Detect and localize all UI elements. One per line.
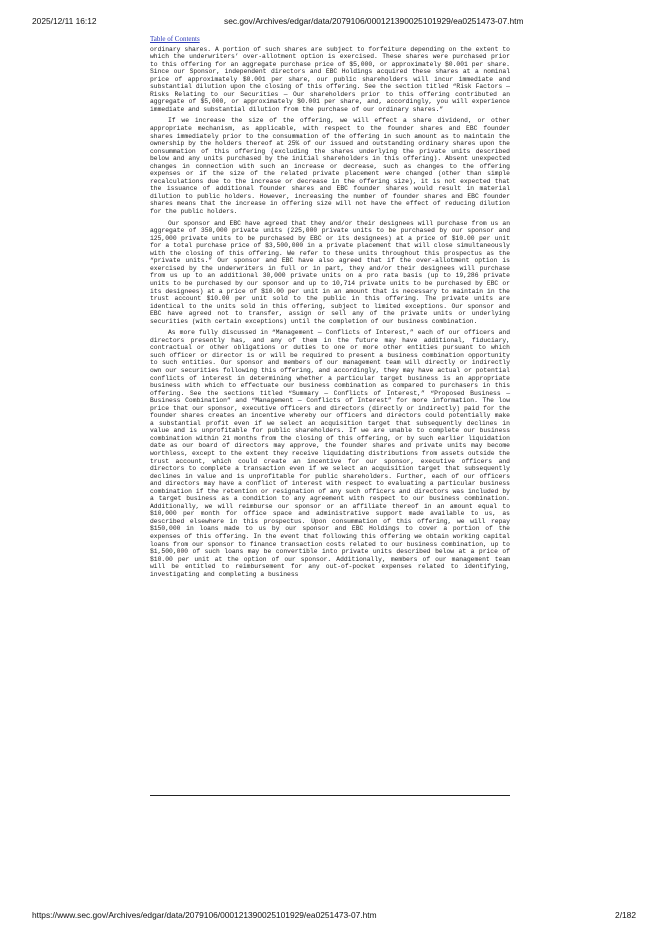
paragraph-founder-shares-dilution: ordinary shares. A portion of such shares are subject to forfeiture depending on the extent to which the underwriters’ over-allotment option is exercised. These shares were purchased prior to this offering for an aggregate purchase price of $5,000, or approximately $0.001 per share. Since our Sponsor, independent directors and EBC Holdings acquired these shares at a nominal price of approximately $0.001 per share, our public shareholders will incur immediate and substantial dilution upon the closing of this offering. See the section titled “Risk Factors — Risks Relating to our Securities — Our shareholders prior to this offering contributed an aggregate of $5,000, or approximately $0.001 per share, and, accordingly, you will experience immediate and substantial dilution from the purchase of our ordinary shares.” (150, 45, 510, 113)
print-page-count: 2/182 (615, 910, 636, 920)
print-page-title: sec.gov/Archives/edgar/data/2079106/000121390025101929/ea0251473-07.htm (224, 16, 524, 26)
document-body (150, 36, 510, 582)
paragraph-conflicts-of-interest: As more fully discussed in “Management — Conflicts of Interest,” each of our officers and directors presently has, and any of them in the future may have additional, fiduciary, contractual or other obligations or duties to one or more other entities pursuant to which such officer or director is or will be required to present a business combination opportunity to such entities. Our sponsor and members of our management team will directly or indirectly own our securities following this offering, and accordingly, they may have actual or potential conflicts of interest in determining whether a particular target business is an appropriate business with which to effectuate our business combination as compared to purchasers in this offering. See the sections titled “Summary — Conflicts of Interest,” “Proposed Business — Business Combination” and “Management — Conflicts of Interest” for more information. The low price that our sponsor, executive officers and directors (directly or indirectly) paid for the founder shares creates an incentive whereby our officers and directors could potentially make a substantial profit even if we select an acquisition target that subsequently declines in value and is unprofitable for public shareholders. If we are unable to complete our business combination within 21 months from the closing of this offering, or by such earlier liquidation date as our board of directors may approve, the founder shares and private units may become worthless, except to the extent they receive liquidating distributions from assets outside the trust account, which could create an incentive for our sponsor, executive officers and directors to complete a transaction even if we select an acquisition target that subsequently declines in value and is unprofitable for public shareholders. Further, each of our officers and directors may have a conflict of interest with respect to evaluating a particular business combination if the retention or resignation of any such officers and directors was included by a target business as a condition to any agreement with respect to our business combination. Additionally, we will reimburse our sponsor or an affiliate thereof in an amount equal to $10,000 per month for office space and administrative support made available to us, as described elsewhere in this prospectus. Upon consummation of this offering, we will repay $150,000 in loans made to us by our sponsor and EBC Holdings to cover a portion of the expenses of this offering. In the event that following this offering we obtain working capital loans from our sponsor to finance transaction costs related to our business combination, up to $1,500,000 of such loans may be convertible into private units described below at a price of $10.00 per unit at the option of our sponsor. Additionally, members of our management team will be entitled to reimbursement for any out-of-pocket expenses related to identifying, investigating and completing a business (150, 329, 510, 578)
paragraph-offering-size-increase: If we increase the size of the offering, we will effect a share dividend, or other appropriate mechanism, as applicable, with respect to the founder shares and EBC founder shares immediately prior to the consummation of the offering in such amount as to maintain the ownership by the holders thereof at 25% of our issued and outstanding ordinary shares upon the consummation of this offering (excluding the shares underlying the private units described below and any units purchased by the initial shareholders in this offering). Absent unexpected changes in connection with such an increase or decrease, such as changes to the offering expenses or if the size of the related private placement were changed (other than simple recalculations due to the increase or decrease in the offering size), it is not expected that the issuance of additional founder shares and EBC founder shares would result in material dilution to public holders. However, increasing the number of founder shares and EBC founder shares means that the increase in offering size will not have the effect of reducing dilution for the public holders. (150, 117, 510, 216)
print-url: https://www.sec.gov/Archives/edgar/data/2079106/000121390025101929/ea0251473-07.htm (32, 910, 377, 920)
paragraph-private-units: Our sponsor and EBC have agreed that they and/or their designees will purchase from us an aggregate of 350,000 private units (225,000 private units to be purchased by our sponsor and 125,000 private units to be purchased by EBC or its designees) at a price of $10.00 per unit for a total purchase price of $3,500,000 in a private placement that will close simultaneously with the closing of this offering. We refer to these units throughout this prospectus as the “private units.” Our sponsor and EBC have also agreed that if the over-allotment option is exercised by the underwriters in full or in part, they and/or their designees will purchase from us up to an additional 30,000 private units on a pro rata basis (up to 19,286 private units to be purchased by our sponsor and up to 10,714 private units to be purchased by EBC or its designees) at a price of $10.00 per unit in an amount that is necessary to maintain in the trust account $10.00 per unit sold to the public in this offering. The private units are identical to the units sold in this offering, subject to limited exceptions. Our sponsor and EBC have agreed not to transfer, assign or sell any of the private units or underlying securities (with certain exceptions) until the completion of our business combination. (150, 219, 510, 325)
table-of-contents-link[interactable]: Table of Contents (150, 35, 200, 43)
print-footer (32, 910, 646, 922)
print-header (32, 16, 646, 28)
page-divider-rule (150, 795, 510, 796)
print-datetime: 2025/12/11 16:12 (32, 16, 97, 26)
